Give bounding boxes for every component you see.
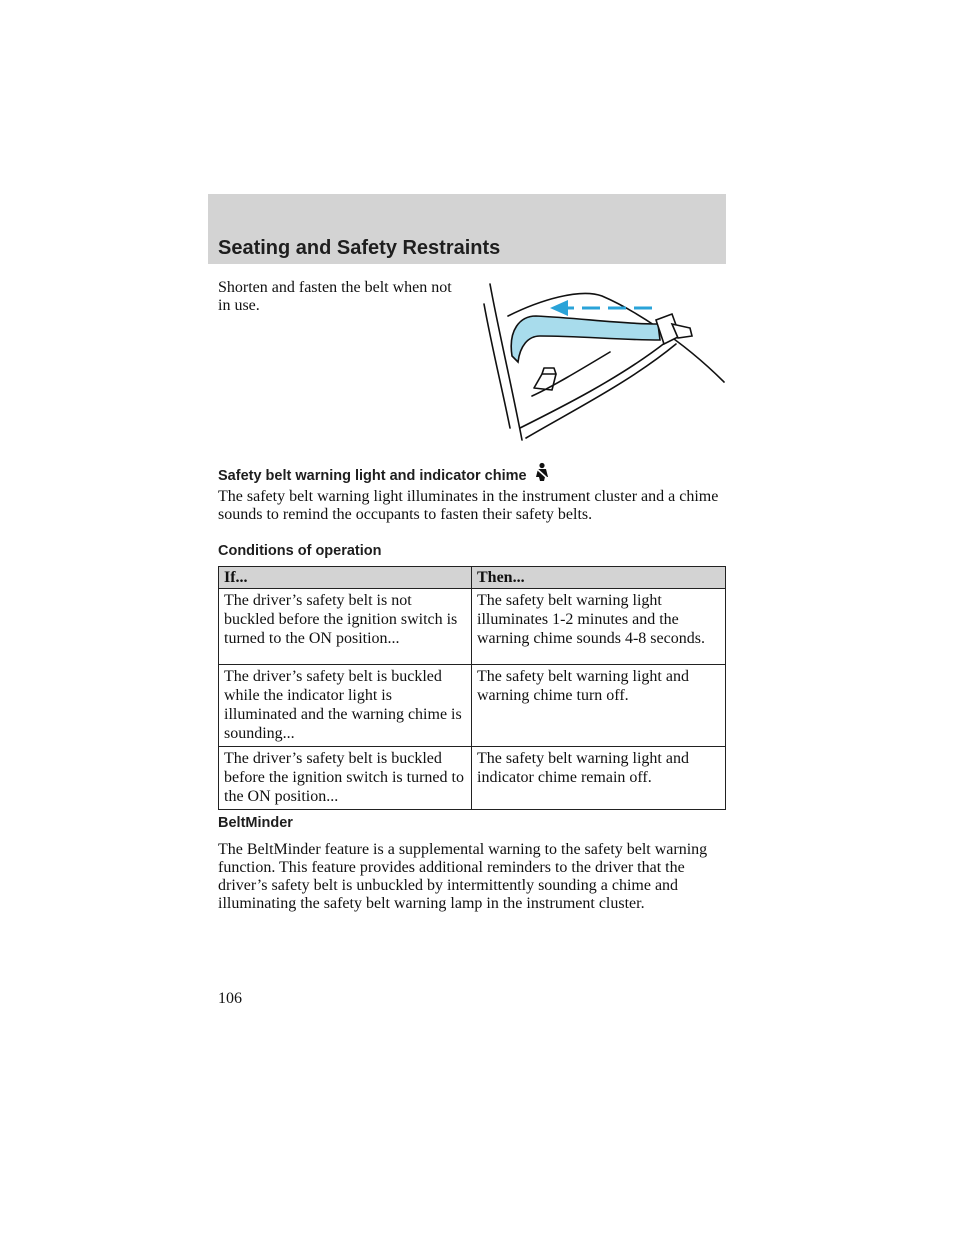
section-title: Seating and Safety Restraints xyxy=(218,237,501,259)
conditions-table xyxy=(218,566,726,810)
conditions-heading: Conditions of operation xyxy=(218,543,382,559)
page-number: 106 xyxy=(218,990,242,1007)
column-header-if: If... xyxy=(219,567,472,589)
warning-light-paragraph: The safety belt warning light illuminates in the instrument cluster and a chime sounds to remind the occupants to fasten their safety belts. xyxy=(218,488,719,523)
intro-paragraph: Shorten and fasten the belt when not in use. xyxy=(218,279,452,314)
stow-arrow-icon xyxy=(550,300,568,316)
safety-belt-webbing xyxy=(511,316,660,362)
table-cell-condition: The driver’s safety belt is buckled while the indicator light is illuminated and the warning chime is sounding... xyxy=(219,665,472,747)
beltminder-heading: BeltMinder xyxy=(218,815,293,831)
table-cell-result: The safety belt warning light illuminates 1-2 minutes and the warning chime sounds 4-8 seconds. xyxy=(472,589,726,665)
section-header-band xyxy=(208,194,726,264)
seatbelt-warning-icon xyxy=(533,462,551,482)
table-row xyxy=(219,747,726,810)
beltminder-paragraph: The BeltMinder feature is a supplemental warning to the safety belt warning function. This feature provides additional reminders to the driver that the driver’s safety belt is unbuckled by intermittently sounding a chime and illuminating the safety belt warning lamp in the instrument cluster. xyxy=(218,841,708,912)
table-cell-condition: The driver’s safety belt is not buckled before the ignition switch is turned to the ON position... xyxy=(219,589,472,665)
table-row xyxy=(219,589,726,665)
table-cell-condition: The driver’s safety belt is buckled before the ignition switch is turned to the ON position... xyxy=(219,747,472,810)
warning-light-heading: Safety belt warning light and indicator chime xyxy=(218,462,551,484)
table-cell-result: The safety belt warning light and indicator chime remain off. xyxy=(472,747,726,810)
safety-belt-stowing-illustration xyxy=(480,278,730,448)
table-row xyxy=(219,665,726,747)
table-header-row xyxy=(219,567,726,589)
table-cell-result: The safety belt warning light and warning chime turn off. xyxy=(472,665,726,747)
column-header-then: Then... xyxy=(472,567,726,589)
